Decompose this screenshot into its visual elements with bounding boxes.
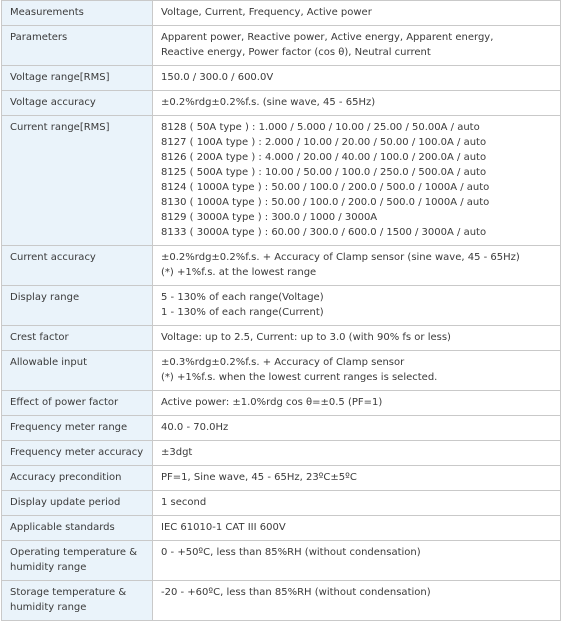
- spec-value-line: Voltage: up to 2.5, Current: up to 3.0 (with 90% fs or less): [161, 332, 451, 343]
- spec-label: Effect of power factor: [2, 391, 153, 416]
- spec-row: [2, 326, 561, 351]
- spec-row: [2, 26, 561, 66]
- spec-value-line: ±0.2%rdg±0.2%f.s. (sine wave, 45 - 65Hz): [161, 97, 376, 108]
- spec-value: [153, 91, 561, 116]
- spec-label: Crest factor: [2, 326, 153, 351]
- spec-value: [153, 246, 561, 286]
- spec-label: Applicable standards: [2, 516, 153, 541]
- spec-row: [2, 391, 561, 416]
- spec-value-line: 8124 ( 1000A type ) : 50.00 / 100.0 / 200.0 / 500.0 / 1000A / auto: [161, 182, 490, 193]
- spec-value-line: Reactive energy, Power factor (cos θ), Neutral current: [161, 47, 431, 58]
- spec-row: [2, 1, 561, 26]
- spec-row: [2, 91, 561, 116]
- spec-row: [2, 116, 561, 246]
- spec-value-line: 150.0 / 300.0 / 600.0V: [161, 72, 274, 83]
- spec-label: Frequency meter accuracy: [2, 441, 153, 466]
- spec-row: [2, 516, 561, 541]
- spec-label: Voltage accuracy: [2, 91, 153, 116]
- spec-label: Current range[RMS]: [2, 116, 153, 246]
- spec-value: [153, 116, 561, 246]
- spec-row: [2, 246, 561, 286]
- spec-value: [153, 581, 561, 621]
- spec-label: Accuracy precondition: [2, 466, 153, 491]
- spec-value-line: ±3dgt: [161, 447, 193, 458]
- spec-value: [153, 441, 561, 466]
- spec-row: [2, 416, 561, 441]
- spec-row: [2, 466, 561, 491]
- spec-label: Current accuracy: [2, 246, 153, 286]
- spec-value-line: Voltage, Current, Frequency, Active power: [161, 7, 372, 18]
- spec-label: Frequency meter range: [2, 416, 153, 441]
- spec-value-line: 8127 ( 100A type ) : 2.000 / 10.00 / 20.00 / 50.00 / 100.0A / auto: [161, 137, 487, 148]
- spec-value-line: 8129 ( 3000A type ) : 300.0 / 1000 / 3000A: [161, 212, 378, 223]
- spec-value-line: 40.0 - 70.0Hz: [161, 422, 229, 433]
- spec-value-line: 8130 ( 1000A type ) : 50.00 / 100.0 / 200.0 / 500.0 / 1000A / auto: [161, 197, 490, 208]
- spec-value-line: (*) +1%f.s. when the lowest current ranges is selected.: [161, 372, 438, 383]
- spec-value: [153, 541, 561, 581]
- spec-value-line: 8133 ( 3000A type ) : 60.00 / 300.0 / 600.0 / 1500 / 3000A / auto: [161, 227, 487, 238]
- spec-value: [153, 326, 561, 351]
- spec-value-line: (*) +1%f.s. at the lowest range: [161, 267, 317, 278]
- spec-value: [153, 1, 561, 26]
- spec-row: [2, 286, 561, 326]
- spec-value-line: 1 - 130% of each range(Current): [161, 307, 324, 318]
- spec-row: [2, 66, 561, 91]
- spec-value-line: 1 second: [161, 497, 207, 508]
- spec-value-line: -20 - +60ºC, less than 85%RH (without condensation): [161, 587, 431, 598]
- specifications-table: [1, 0, 561, 621]
- spec-row: [2, 581, 561, 621]
- spec-row: [2, 491, 561, 516]
- spec-value-line: IEC 61010-1 CAT III 600V: [161, 522, 286, 533]
- spec-label: Allowable input: [2, 351, 153, 391]
- spec-value-line: 8128 ( 50A type ) : 1.000 / 5.000 / 10.00 / 25.00 / 50.00A / auto: [161, 122, 480, 133]
- spec-value: [153, 491, 561, 516]
- spec-value-line: PF=1, Sine wave, 45 - 65Hz, 23ºC±5ºC: [161, 472, 357, 483]
- spec-value-line: ±0.3%rdg±0.2%f.s. + Accuracy of Clamp sensor: [161, 357, 405, 368]
- spec-label: Display range: [2, 286, 153, 326]
- spec-value-line: ±0.2%rdg±0.2%f.s. + Accuracy of Clamp sensor (sine wave, 45 - 65Hz): [161, 252, 520, 263]
- spec-value-line: 8125 ( 500A type ) : 10.00 / 50.00 / 100.0 / 250.0 / 500.0A / auto: [161, 167, 487, 178]
- spec-row: [2, 441, 561, 466]
- spec-row: [2, 351, 561, 391]
- spec-label: Measurements: [2, 1, 153, 26]
- spec-value-line: 5 - 130% of each range(Voltage): [161, 292, 324, 303]
- spec-value: [153, 66, 561, 91]
- spec-label: Operating temperature & humidity range: [2, 541, 153, 581]
- spec-label: Parameters: [2, 26, 153, 66]
- spec-label: Storage temperature & humidity range: [2, 581, 153, 621]
- spec-value: [153, 286, 561, 326]
- spec-label: Voltage range[RMS]: [2, 66, 153, 91]
- spec-value: [153, 416, 561, 441]
- spec-value-line: Apparent power, Reactive power, Active energy, Apparent energy,: [161, 32, 494, 43]
- spec-value-line: Active power: ±1.0%rdg cos θ=±0.5 (PF=1): [161, 397, 383, 408]
- spec-row: [2, 541, 561, 581]
- spec-value: [153, 516, 561, 541]
- spec-value: [153, 391, 561, 416]
- spec-value: [153, 466, 561, 491]
- spec-label: Display update period: [2, 491, 153, 516]
- spec-value: [153, 26, 561, 66]
- spec-value-line: 8126 ( 200A type ) : 4.000 / 20.00 / 40.00 / 100.0 / 200.0A / auto: [161, 152, 487, 163]
- spec-value-line: 0 - +50ºC, less than 85%RH (without condensation): [161, 547, 421, 558]
- specifications-table-body: [2, 1, 561, 621]
- spec-value: [153, 351, 561, 391]
